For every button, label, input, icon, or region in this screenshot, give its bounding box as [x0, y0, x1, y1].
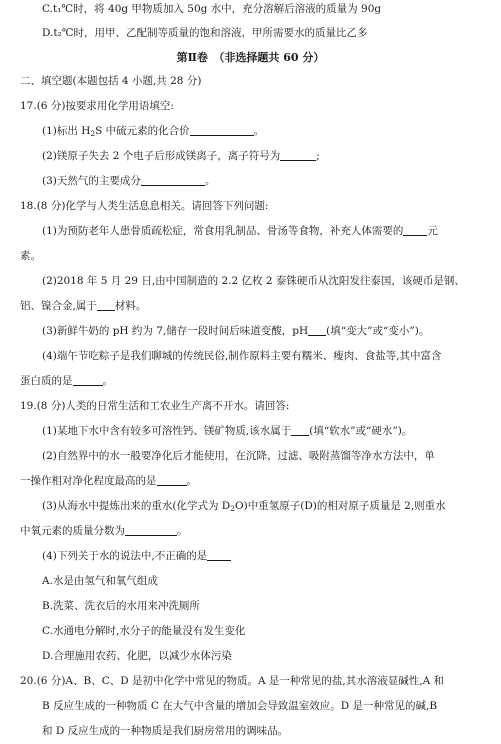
q18-part2: (2)2018 年 5 月 29 日,由中国制造的 2.2 亿枚 2 泰铢硬币从沈阳发往泰国，该硬币是钢、: [42, 275, 465, 287]
q19-3-text-c: 中氧元素的质量分数为: [20, 525, 125, 537]
q18-2-end: 材料。: [114, 300, 147, 312]
q19-3-subscript: 2: [230, 504, 236, 513]
q19-3-end: 。: [177, 525, 188, 537]
section-title: 第Ⅱ卷 （非选择题共 60 分）: [176, 51, 325, 64]
answer-blank[interactable]: [291, 424, 309, 436]
question-20-cont1: B 反应生成的一种物质 C 在大气中含量的增加会导致温室效应。D 是一种常见的碱,B: [42, 700, 438, 712]
q17-part3: [42, 174, 215, 189]
q17-1-text: (1)标出 H: [42, 125, 91, 137]
q19-2-text: 一操作相对净化程度最高的是: [20, 475, 157, 487]
q17-1-end: 。: [253, 125, 265, 137]
q19-3-text: (3)从海水中提炼出来的重水(化学式为 D: [42, 500, 231, 512]
q19-part4: [42, 549, 231, 564]
q17-3-end: 。: [204, 175, 216, 187]
answer-blank[interactable]: [73, 374, 103, 386]
q17-2-text: (2)镁原子失去 2 个电子后形成镁离子，离子符号为: [42, 150, 281, 162]
q17-1-text-b: S 中硫元素的化合价: [95, 125, 190, 137]
q17-1-subscript: 2: [90, 129, 96, 138]
answer-blank[interactable]: [207, 549, 231, 561]
q19-part2: (2)自然界中的水一般要净化后才能使用，在沉降、过滤、吸附蒸馏等净水方法中，单: [42, 450, 435, 462]
fill-heading: 二、填空题(本题包括 4 小题,共 28 分): [20, 75, 202, 87]
q19-option-b: B.洗菜、洗衣后的水用来冲洗厕所: [42, 600, 201, 612]
q19-1-end: (填“软水”或“硬水”)。: [309, 425, 413, 437]
question-18: 18.(8 分)化学与人类生活息息相关。请回答下列问题:: [20, 200, 269, 212]
q19-part2-cont: [20, 474, 197, 489]
q19-option-c: C.水通电分解时,水分子的能量没有发生变化: [42, 625, 246, 637]
q18-part1: [42, 224, 438, 239]
q17-2-end: ;: [316, 150, 320, 162]
q19-part3: [42, 499, 446, 514]
answer-blank[interactable]: [125, 524, 177, 536]
q17-part1: [42, 124, 264, 139]
q19-4-text: (4)下列关于水的说法中,不正确的是: [42, 550, 208, 562]
answer-blank[interactable]: [141, 174, 205, 186]
question-20: 20.(6 分)A、B、C、D 是初中化学中常见的物质。A 是一种常见的盐,其水溶液显碱性,A 和: [20, 675, 445, 687]
q18-1-end: 元: [427, 225, 438, 237]
answer-blank[interactable]: [403, 224, 427, 236]
q18-4-text: 蛋白质的是: [20, 375, 73, 387]
q19-3-text-b: O)中重氢原子(D)的相对原子质量是 2,则重水: [235, 500, 446, 512]
q18-part2-cont: [20, 299, 146, 314]
q18-3-text: (3)新鲜牛奶的 pH 约为 7,储存一段时间后味道变酸，pH: [42, 325, 309, 337]
q18-1-text: (1)为预防老年人患骨质疏松症，常食用乳制品、骨汤等食物，补充人体需要的: [42, 225, 404, 237]
q19-option-a: A.水是由氢气和氧气组成: [42, 575, 158, 587]
q17-3-text: (3)天然气的主要成分: [42, 175, 141, 187]
answer-blank[interactable]: [308, 324, 326, 336]
q18-part1-cont: 素。: [20, 250, 41, 262]
answer-blank[interactable]: [190, 124, 254, 136]
answer-blank[interactable]: [157, 474, 187, 486]
answer-blank[interactable]: [97, 299, 115, 311]
q18-part4: (4)端午节吃粽子是我们聊城的传统民俗,制作原料主要有糯米、瘦肉、食盐等,其中富含: [42, 350, 442, 362]
q19-option-d: D.合理施用农药、化肥，以减少水体污染: [42, 650, 232, 662]
q18-3-end: (填“变大”或“变小”)。: [326, 325, 430, 337]
q19-1-text: (1)某地下水中含有较多可溶性钙、镁矿物质,该水属于: [42, 425, 292, 437]
option-d: D.t₂℃时，用甲、乙配制等质量的饱和溶液，甲所需要水的质量比乙多: [42, 27, 368, 39]
q17-part2: [42, 149, 320, 164]
question-17: 17.(6 分)按要求用化学用语填空:: [20, 100, 174, 112]
q18-2-text: 铝、镍合金,属于: [20, 300, 97, 312]
q18-4-end: 。: [102, 375, 113, 387]
answer-blank[interactable]: [280, 149, 316, 161]
q18-part3: [42, 324, 429, 339]
q19-part1: [42, 424, 412, 439]
q18-part4-cont: [20, 374, 113, 389]
question-19: 19.(8 分)人类的日常生活和工农业生产离不开水。请回答:: [20, 400, 290, 412]
question-20-cont2: 和 D 反应生成的一种物质是我们厨房常用的调味品。: [42, 725, 289, 737]
q19-2-end: 。: [186, 475, 197, 487]
option-c: C.t₁℃时，将 40g 甲物质加入 50g 水中，充分溶解后溶液的质量为 90g: [42, 3, 382, 15]
q19-part3-cont: [20, 524, 188, 539]
